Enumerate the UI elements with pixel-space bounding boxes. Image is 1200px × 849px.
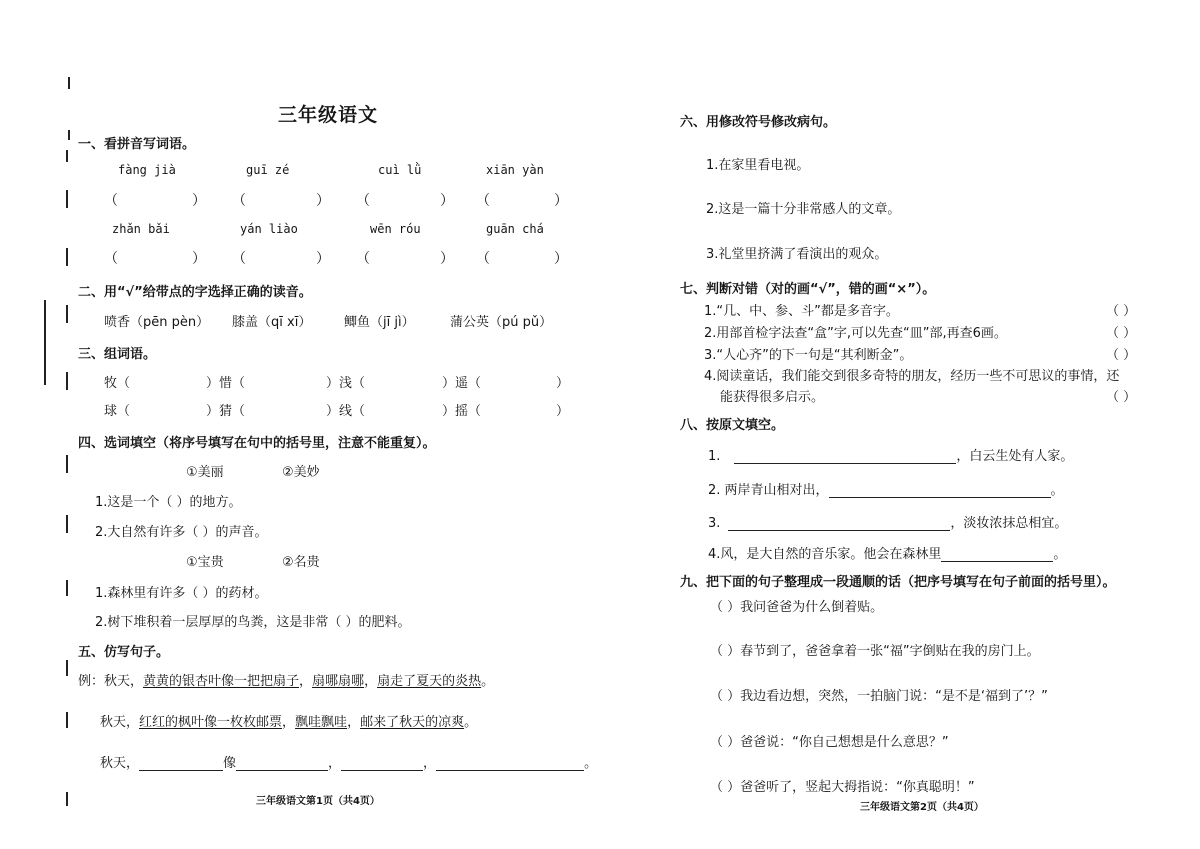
judge-item: 2.用部首检字法查“盒”字,可以先查“皿”部,再查6画。 — [704, 326, 1007, 341]
pinyin-2: guī zé — [246, 163, 290, 177]
word-group: ）遥（ — [442, 376, 482, 391]
sick-sentence: 1.在家里看电视。 — [706, 158, 810, 173]
binding-mark — [66, 190, 68, 208]
answer-paren-close: ） — [554, 193, 568, 209]
pinyin-4: xiān yàn — [486, 163, 544, 177]
binding-mark — [66, 248, 68, 266]
answer-paren-close: ） — [440, 193, 454, 209]
page-1-footer: 三年级语文第1页（共4页） — [256, 796, 380, 807]
word-option: ②美妙 — [282, 465, 320, 480]
word-group: ）浅（ — [326, 376, 366, 391]
word-group: ）惜（ — [206, 376, 246, 391]
binding-mark — [66, 792, 68, 806]
answer-paren-close: ） — [440, 251, 454, 267]
poem-fill-line[interactable]: 1. ，白云生处有人家。 — [708, 449, 1074, 464]
binding-mark — [66, 455, 68, 473]
section-9-heading: 九、把下面的句子整理成一段通顺的话（把序号填写在句子前面的括号里）。 — [680, 575, 1116, 590]
binding-mark — [66, 305, 68, 323]
binding-mark — [66, 515, 68, 533]
binding-mark — [66, 712, 68, 728]
answer-paren-open: （ — [104, 251, 118, 267]
sick-sentence: 3.礼堂里挤满了看演出的观众。 — [706, 247, 888, 262]
answer-paren-close: ） — [192, 251, 206, 267]
judge-answer-box[interactable]: （ ） — [1106, 348, 1137, 363]
judge-item: 4.阅读童话，我们能交到很多奇特的朋友，经历一些不可思议的事情，还 — [704, 369, 1120, 384]
poem-fill-line[interactable]: 4.风，是大自然的音乐家。他会在森林里 。 — [708, 547, 1067, 562]
fill-item: 2.树下堆积着一层厚厚的鸟粪，这是非常（ ）的肥料。 — [95, 615, 411, 630]
order-item: （ ）爸爸说：“你自己想想是什么意思？” — [710, 735, 949, 750]
word-group: ）线（ — [326, 404, 366, 419]
pinyin-7: wēn róu — [370, 222, 421, 236]
order-item: （ ）我边看边想，突然，一拍脑门说：“是不是‘福到了’？” — [710, 689, 1048, 704]
order-item: （ ）我问爸爸为什么倒着贴。 — [710, 600, 884, 615]
section-1-heading: 一、看拼音写词语。 — [78, 137, 196, 152]
word-group: ）摇（ — [442, 404, 482, 419]
section-8-heading: 八、按原文填空。 — [680, 418, 785, 433]
pinyin-1: fàng jià — [118, 163, 176, 177]
section-7-heading: 七、判断对错（对的画“√”，错的画“×”）。 — [680, 282, 936, 297]
word-group: ） — [556, 376, 570, 391]
binding-mark — [66, 150, 68, 162]
answer-paren-open: （ — [232, 251, 246, 267]
reading-item: 喷香（pēn pèn） — [104, 315, 210, 330]
answer-paren-open: （ — [476, 193, 490, 209]
section-4-heading: 四、选词填空（将序号填写在句中的括号里，注意不能重复）。 — [78, 436, 436, 451]
binding-mark — [68, 130, 70, 140]
answer-paren-open: （ — [356, 193, 370, 209]
word-group: ） — [556, 404, 570, 419]
section-3-heading: 三、组词语。 — [78, 347, 157, 362]
answer-paren-open: （ — [104, 193, 118, 209]
poem-fill-line[interactable]: 3. ，淡妆浓抹总相宜。 — [708, 516, 1068, 531]
judge-answer-box[interactable]: （ ） — [1106, 390, 1137, 405]
poem-fill-line[interactable]: 2. 两岸青山相对出， 。 — [708, 483, 1064, 498]
answer-paren-close: ） — [554, 251, 568, 267]
binding-mark — [66, 372, 68, 390]
page-title: 三年级语文 — [278, 104, 379, 126]
judge-answer-box[interactable]: （ ） — [1106, 304, 1137, 319]
fill-item: 1.这是一个（ ）的地方。 — [95, 495, 242, 510]
fill-item: 2.大自然有许多（ ）的声音。 — [95, 525, 268, 540]
section-2-heading: 二、用“√”给带点的字选择正确的读音。 — [78, 285, 312, 300]
page-2-footer: 三年级语文第2页（共4页） — [860, 802, 984, 813]
binding-mark — [44, 300, 46, 385]
answer-paren-close: ） — [192, 193, 206, 209]
word-option: ①宝贵 — [186, 555, 224, 570]
answer-paren-open: （ — [356, 251, 370, 267]
word-group: ）猜（ — [206, 404, 246, 419]
word-option: ①美丽 — [186, 465, 224, 480]
imitation-fill-line[interactable]: 秋天， 像 ， ， 。 — [100, 756, 598, 771]
order-item: （ ）春节到了，爸爸拿着一张“福”字倒贴在我的房门上。 — [710, 644, 1040, 659]
binding-mark — [68, 77, 70, 89]
answer-paren-close: ） — [316, 251, 330, 267]
pinyin-5: zhǎn bǎi — [112, 222, 170, 236]
word-group: 牧（ — [104, 376, 131, 391]
answer-paren-open: （ — [232, 193, 246, 209]
pinyin-3: cuì lǜ — [378, 163, 422, 177]
reading-item: 膝盖（qī xī） — [232, 315, 312, 330]
answer-paren-close: ） — [316, 193, 330, 209]
order-item: （ ）爸爸听了，竖起大拇指说：“你真聪明！” — [710, 780, 975, 795]
word-option: ②名贵 — [282, 555, 320, 570]
binding-mark — [66, 660, 68, 676]
sample-sentence: 秋天，红红的枫叶像一枚枚邮票，飘哇飘哇，邮来了秋天的凉爽。 — [100, 715, 478, 730]
judge-answer-box[interactable]: （ ） — [1106, 326, 1137, 341]
section-6-heading: 六、用修改符号修改病句。 — [680, 115, 837, 130]
example-sentence: 例：秋天，黄黄的银杏叶像一把把扇子，扇哪扇哪，扇走了夏天的炎热。 — [78, 674, 495, 689]
judge-item-continued: 能获得很多启示。 — [720, 390, 825, 405]
fill-item: 1.森林里有许多（ ）的药材。 — [95, 586, 268, 601]
word-group: 球（ — [104, 404, 131, 419]
judge-item: 1.“几、中、参、斗”都是多音字。 — [704, 304, 899, 319]
pinyin-8: guān chá — [486, 222, 544, 236]
section-5-heading: 五、仿写句子。 — [78, 645, 170, 660]
reading-item: 蒲公英（pú pǔ） — [450, 315, 553, 330]
sick-sentence: 2.这是一篇十分非常感人的文章。 — [706, 202, 901, 217]
reading-item: 鲫鱼（jī jì） — [344, 315, 415, 330]
answer-paren-open: （ — [476, 251, 490, 267]
pinyin-6: yán liào — [240, 222, 298, 236]
binding-mark — [66, 580, 68, 596]
judge-item: 3.“人心齐”的下一句是“其利断金”。 — [704, 348, 913, 363]
